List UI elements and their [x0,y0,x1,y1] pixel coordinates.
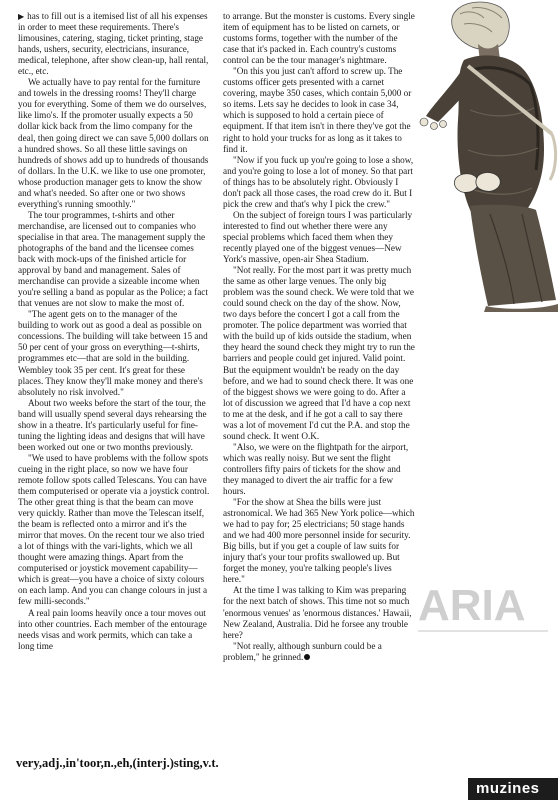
faint-text-graphic [418,560,553,660]
page-footer [0,742,558,800]
paragraph: to arrange. But the monster is customs. Every single item of equipment has to be listed on carnets, or customs forms, together with the number of the case that it's packed in. Each country's customs control can be the tour manager's nightmare. [223,11,415,66]
article-column-left [18,11,210,652]
article-column-middle [223,11,415,663]
paragraph-text: "Not really, although sunburn could be a problem," he grinned. [223,640,382,662]
paragraph [223,641,415,663]
paragraph: A real pain looms heavily once a tour moves out into other countries. Each member of the entourage needs visas and work permits, which can take a long time [18,607,207,651]
paragraph: On the subject of foreign tours I was particularly interested to find out whether there were any special problems which faced them when they recently played one of the biggest venues—New York's massive, open-air Shea Stadium. [223,209,413,265]
paragraph: We actually have to pay rental for the furniture and towels in the dressing rooms! They'll charge you for everything. Some of them we do ourselves, like limo's. If the promoter usually expects a 50 dollar kick back from the limo company for the deal, then going direct we can save 5,000 dollars on a hundred shows. So all these little savings on hundreds of shows add up to hundreds of thousands of dollars. In the U.K. we like to use one promoter, whose production manager gets to know the show and what's needed. So after one or two shows everything's running smoothly." [18,77,209,209]
paragraph: The tour programmes, t-shirts and other merchandise, are licensed out to companies who specialise in that area. The management supply the photographs of the band and the licensee comes back with mock-ups of the finished article for approval by band and management. Sales of merchandise can provide a sizeable income when you're selling a band as popular as the Police; a fact that venues are not slow to make the most of. [18,209,208,309]
paragraph: About two weeks before the start of the tour, the band will usually spend several days rehearsing the show in a theatre. It's particularly useful for fine-tuning the lighting ideas and designs that will have been worked out one or two months previously. [18,397,207,452]
footer-tagline: very,adj.,in'toor,n.,eh,(interj.)sting,v.t. [16,756,219,770]
end-mark-icon [304,654,310,660]
svg-text:ARIA: ARIA [418,581,526,630]
kneeling-figure-photo [412,0,558,312]
paragraph: "Not really. For the most part it was pretty much the same as other large venues. The only big problem was the sound check. We were told that we could sound check on the day of the show. Now, two days before the concert I got a call from the promoter. The police department was worried that with the build up of kids outside the stadium, when they heard the sound check they might try to run the barriers and people could get injured. Valid point. But the equipment wouldn't be ready on the day before, and we had to sound check there. It was one of the biggest shows we were going to do. After a lot of discussion we agreed that I'd have a cop next to me at the desk, and if he got a call to say there was a lot of movement I'd cut the P.A. and stop the sound check. It went O.K. [223,265,415,441]
background-faint-lettering [418,560,553,660]
paragraph [18,11,210,77]
paragraph: "Now if you fuck up you're going to lose a show, and you're going to lose a lot of money. So that part of things has to be absolutely right. Obviously I don't pack all those cases, the road crew do it. But I pick the crew and that's why I pick the crew." [223,154,414,209]
paragraph: "We used to have problems with the follow spots cueing in the right place, so now we have four remote follow spots called Telescans. You can have them computerised or operate via a joystick control. The other great thing is that the beam can move very quickly. Rather than move the Telescan itself, the beam is reflected onto a mirror and it's the mirror that moves. On the recent tour we also tried a lot of things with the vari-lights, which we all thought were amazing things. Apart from the computerised or joystick movement capability—which is great—you have a choice of sixty colours on each lamp. And you can change colours in just a few milli-seconds." [18,452,210,607]
paragraph: At the time I was talking to Kim was preparing for the next batch of shows. This time not so much 'enormous venues' as 'enormous distances.' Hawaii, New Zealand, Australia. Did he forsee any trouble here? [223,585,412,640]
muzines-logo[interactable]: muzines [468,778,558,800]
paragraph-text: has to fill out is a itemised list of all his expenses in order to meet these requirements. There's limousines, catering, staging, ticket printing, stage hands, ushers, security, electricians, insurance, medical, telephone, after show clean-up, hall rental, etc., etc. [18,11,209,77]
continuation-arrow-icon: ▶ [18,12,25,21]
paragraph: "The agent gets on to the manager of the building to work out as good a deal as possible on concessions. The building will take between 15 and 50 per cent of your gross on everything—t-shirts, programmes etc—that are sold in the building. Wembley took 35 per cent. It's great for these places. They know they'll make money and there's absolutely no risk involved." [18,309,208,397]
paragraph: "Also, we were on the flightpath for the airport, which was really noisy. But we sent the flight controllers fifty pairs of tickets for the show and they managed to divert the air traffic for a few hours. [223,441,409,497]
paragraph: "On this you just can't afford to screw up. The customs officer gets presented with a carnet covering, maybe 350 cases, which contain 5,000 or so items. Lets say he decides to look in case 34, which is supposed to hold a certain piece of equipment. If that item isn't in there they've got the right to hold your trucks for as long as it takes to find it. [223,66,412,154]
paragraph: "For the show at Shea the bills were just astronomical. We had 365 New York police—which we had to pay for; 25 electricians; 50 stage hands and we had 400 more personnel inside for security. Big bills, but if you get a couple of law suits for injury that's your tour profits swallowed up. But forget the money, you're talking people's lives here." [223,497,415,585]
